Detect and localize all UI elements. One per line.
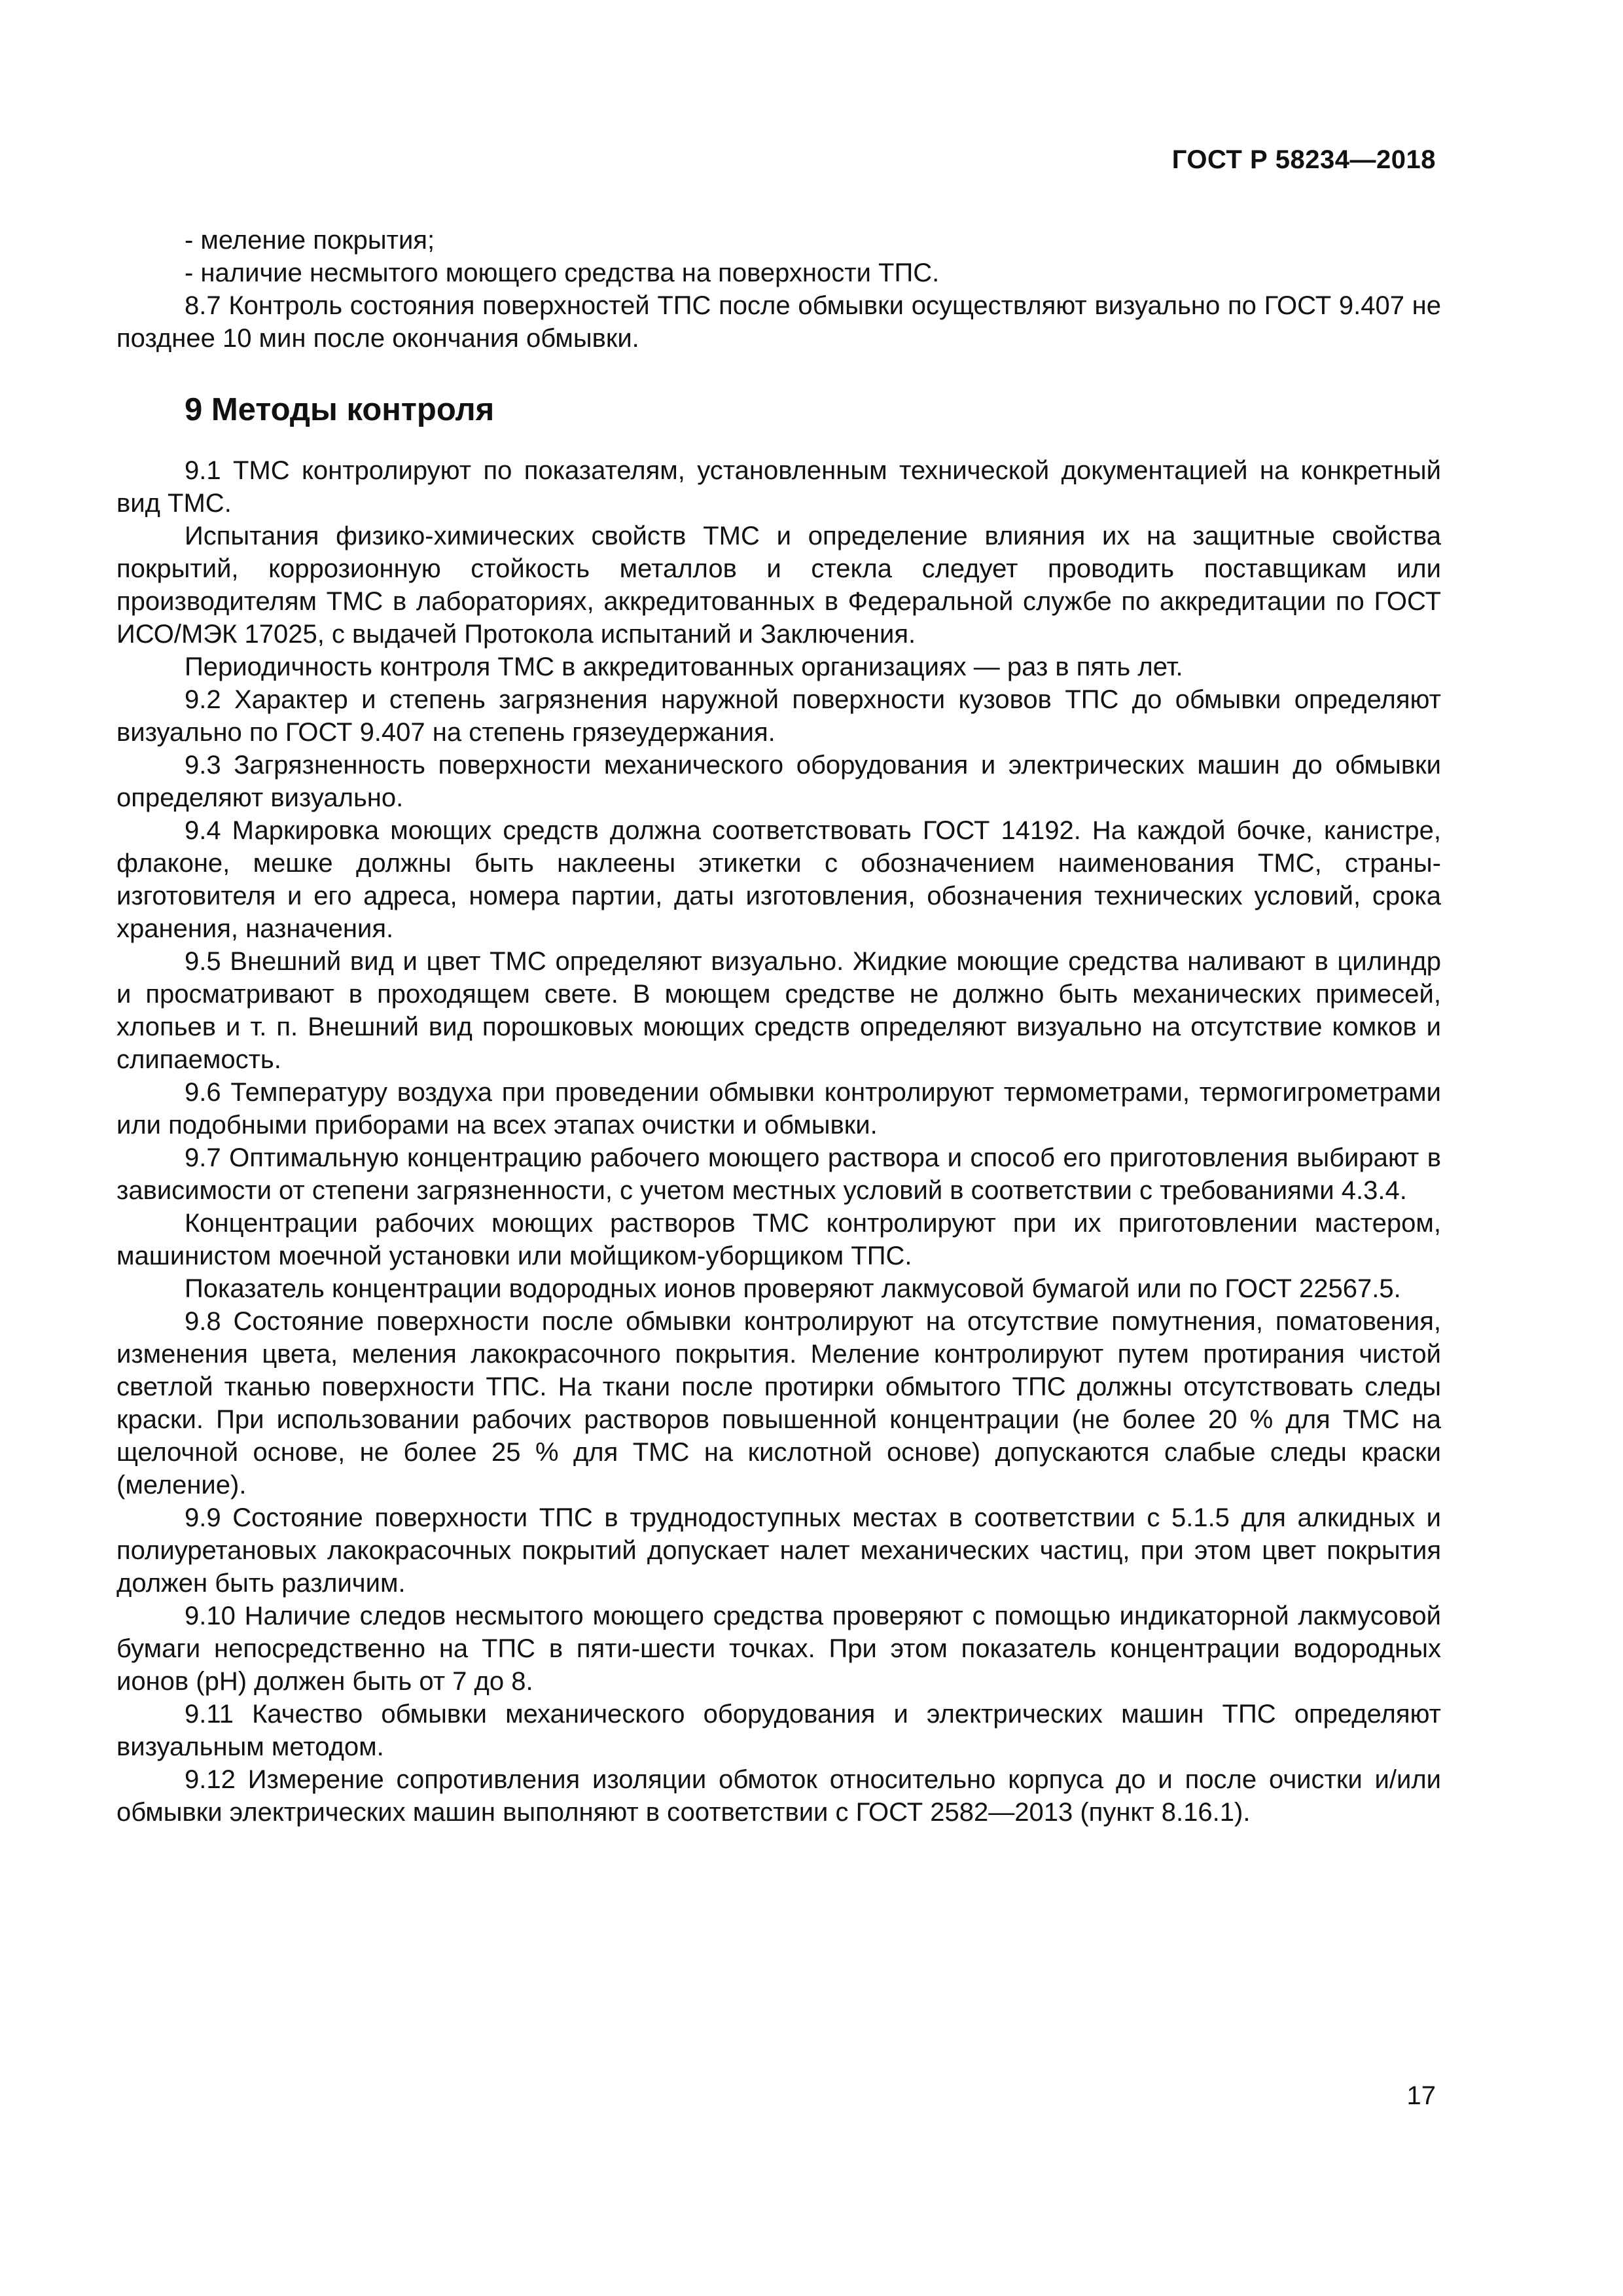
- paragraph-9-7: 9.7 Оптимальную концентрацию рабочего моющего раствора и способ его приготовления выбирают в зависимости от степени загрязненности, с учетом местных условий в соответствии с требованиями 4.3.4.: [116, 1143, 1441, 1205]
- list-item: - меление покрытия;: [185, 226, 435, 255]
- page-number: 17: [1406, 2081, 1436, 2110]
- paragraph: Испытания физико-химических свойств ТМС и определение влияния их на защитные свойства покрытий, коррозионную стойкость металлов и стекла следует проводить поставщикам или производителям ТМС в лабораториях, аккредитованных в Федеральной службе по аккредитации по ГОСТ ИСО/МЭК 17025, с выдачей Протокола испытаний и Заключения.: [116, 522, 1441, 649]
- paragraph-9-10: 9.10 Наличие следов несмытого моющего средства проверяют с помощью индикаторной лакмусовой бумаги непосредственно на ТПС в пяти-шести точках. При этом показатель концентрации водородных ионов (рН) должен быть от 7 до 8.: [116, 1602, 1441, 1696]
- paragraph-9-1: 9.1 ТМС контролируют по показателям, установленным технической документацией на конкретный вид ТМС.: [116, 456, 1441, 518]
- paragraph-9-4: 9.4 Маркировка моющих средств должна соответствовать ГОСТ 14192. На каждой бочке, канистре, флаконе, мешке должны быть наклеены этикетки с обозначением наименования ТМС, страны-изготовителя и его адреса, номера партии, даты изготовления, обозначения технических условий, срока хранения, назначения.: [116, 816, 1441, 943]
- paragraph-9-5: 9.5 Внешний вид и цвет ТМС определяют визуально. Жидкие моющие средства наливают в цилиндр и просматривают в проходящем свете. В моющем средстве не должно быть механических примесей, хлопьев и т. п. Внешний вид порошковых моющих средств определяют визуально на отсутствие комков и слипаемость.: [116, 947, 1441, 1074]
- paragraph: Показатель концентрации водородных ионов проверяют лакмусовой бумагой или по ГОСТ 22567.5.: [185, 1274, 1401, 1303]
- paragraph-9-11: 9.11 Качество обмывки механического оборудования и электрических машин ТПС определяют визуальным методом.: [116, 1700, 1441, 1761]
- paragraph-9-8: 9.8 Состояние поверхности после обмывки контролируют на отсутствие помутнения, поматовения, изменения цвета, меления лакокрасочного покрытия. Меление контролируют путем протирания чистой светлой тканью поверхности ТПС. На ткани после протирки обмытого ТПС должны отсутствовать следы краски. При использовании рабочих растворов повышенной концентрации (не более 20 % для ТМС на щелочной основе, не более 25 % для ТМС на кислотной основе) допускаются слабые следы краски (меление).: [116, 1307, 1441, 1499]
- paragraph-9-12: 9.12 Измерение сопротивления изоляции обмоток относительно корпуса до и после очистки и/или обмывки электрических машин выполняют в соответствии с ГОСТ 2582—2013 (пункт 8.16.1).: [116, 1765, 1441, 1827]
- paragraph-9-6: 9.6 Температуру воздуха при проведении обмывки контролируют термометрами, термогигрометрами или подобными приборами на всех этапах очистки и обмывки.: [116, 1078, 1441, 1139]
- paragraph: Концентрации рабочих моющих растворов ТМС контролируют при их приготовлении мастером, машинистом моечной установки или мойщиком-уборщиком ТПС.: [116, 1209, 1441, 1270]
- list-item: - наличие несмытого моющего средства на поверхности ТПС.: [185, 259, 940, 287]
- paragraph-9-9: 9.9 Состояние поверхности ТПС в труднодоступных местах в соответствии с 5.1.5 для алкидных и полиуретановых лакокрасочных покрытий допускает налет механических частиц, при этом цвет покрытия должен быть различим.: [116, 1503, 1441, 1598]
- paragraph-9-2: 9.2 Характер и степень загрязнения наружной поверхности кузовов ТПС до обмывки определяют визуально по ГОСТ 9.407 на степень грязеудержания.: [116, 685, 1441, 747]
- paragraph-8-7: 8.7 Контроль состояния поверхностей ТПС после обмывки осуществляют визуально по ГОСТ 9.407 не позднее 10 мин после окончания обмывки.: [116, 291, 1441, 353]
- document-code: ГОСТ Р 58234—2018: [1171, 145, 1436, 174]
- page-content: [116, 224, 1441, 1829]
- section-title: 9 Методы контроля: [185, 392, 495, 427]
- paragraph: Периодичность контроля ТМС в аккредитованных организациях — раз в пять лет.: [185, 653, 1183, 681]
- paragraph-9-3: 9.3 Загрязненность поверхности механического оборудования и электрических машин до обмывки определяют визуально.: [116, 751, 1441, 812]
